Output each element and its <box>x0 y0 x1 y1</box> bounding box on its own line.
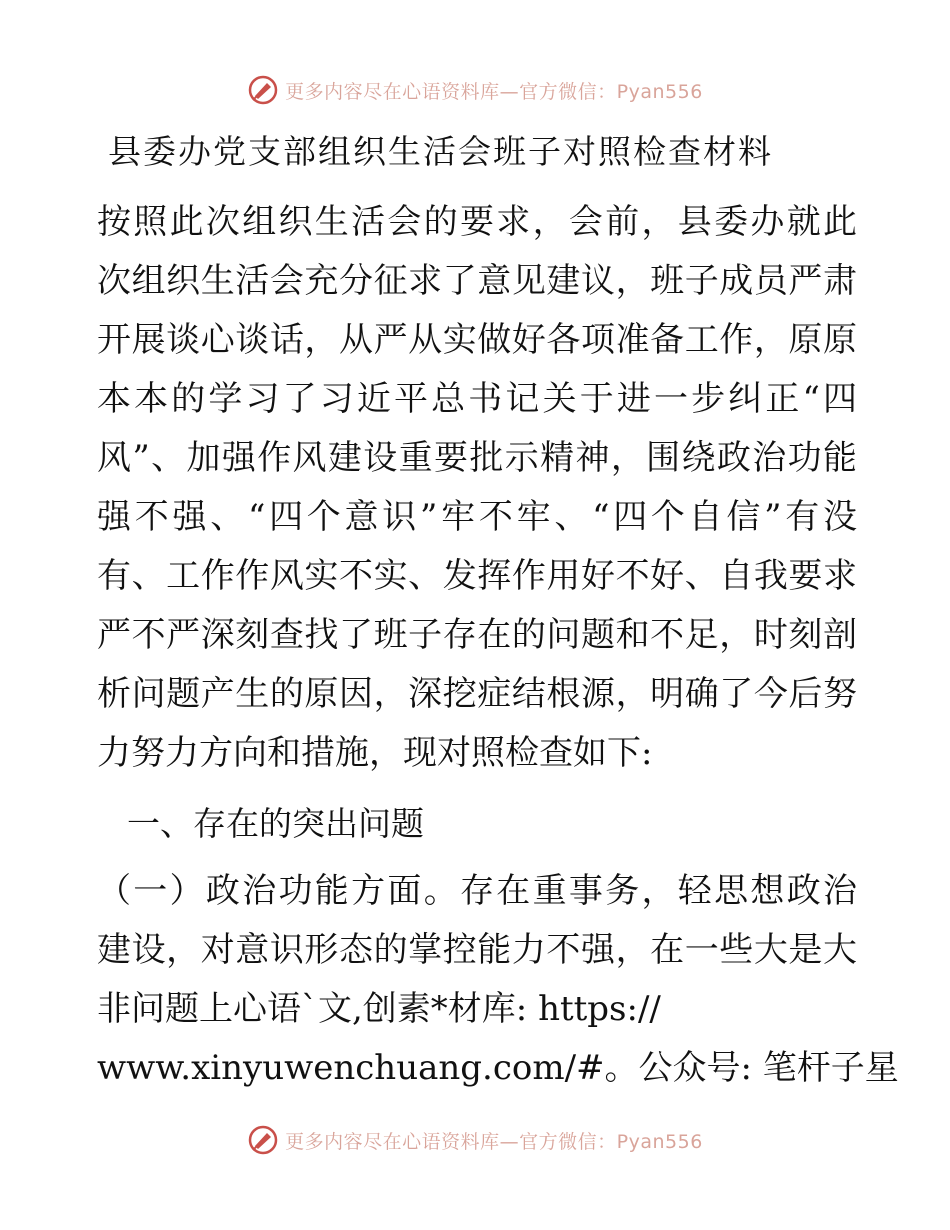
paragraph-line: 析问题产生的原因，深挖症结根源，明确了今后努 <box>97 674 857 714</box>
watermark-banner-top <box>0 70 950 110</box>
paragraph-line: 有、工作作风实不实、发挥作用好不好、自我要求 <box>97 556 857 596</box>
paragraph-line: 非问题上心语`文,创素*材库: https:// <box>97 989 661 1029</box>
paragraph-line: 按照此次组织生活会的要求，会前，县委办就此 <box>97 202 857 242</box>
watermark-text: 更多内容尽在心语资料库—官方微信：Pyan556 <box>285 1130 703 1153</box>
intro-paragraph <box>97 193 857 783</box>
watermark-banner-bottom <box>0 1120 950 1160</box>
paragraph-line: 力努力方向和措施，现对照检查如下: <box>97 733 653 773</box>
paragraph-line: 强不强、“四个意识”牢不牢、“四个自信”有没 <box>97 497 857 537</box>
paragraph-line: 建设，对意识形态的掌控能力不强，在一些大是大 <box>97 930 857 970</box>
watermark-text: 更多内容尽在心语资料库—官方微信：Pyan556 <box>285 80 703 103</box>
paragraph-line: 次组织生活会充分征求了意见建议，班子成员严肃 <box>97 261 857 301</box>
document-title: 县委办党支部组织生活会班子对照检查材料 <box>108 132 773 171</box>
paragraph-line: 风”、加强作风建设重要批示精神，围绕政治功能 <box>97 438 857 478</box>
paragraph-line: www.xinyuwenchuang.com/#。公众号: 笔杆子星 <box>97 1048 899 1088</box>
paragraph-line: 严不严深刻查找了班子存在的问题和不足，时刻剖 <box>97 615 857 655</box>
pen-seal-icon <box>247 74 279 106</box>
paragraph-line: （一）政治功能方面。存在重事务，轻思想政治 <box>97 871 857 911</box>
section-heading: 一、存在的突出问题 <box>127 804 424 843</box>
section-paragraph <box>97 862 899 1098</box>
pen-seal-icon <box>247 1124 279 1156</box>
paragraph-line: 本本的学习了习近平总书记关于进一步纠正“四 <box>97 379 857 419</box>
paragraph-line: 开展谈心谈话，从严从实做好各项准备工作，原原 <box>97 320 857 360</box>
